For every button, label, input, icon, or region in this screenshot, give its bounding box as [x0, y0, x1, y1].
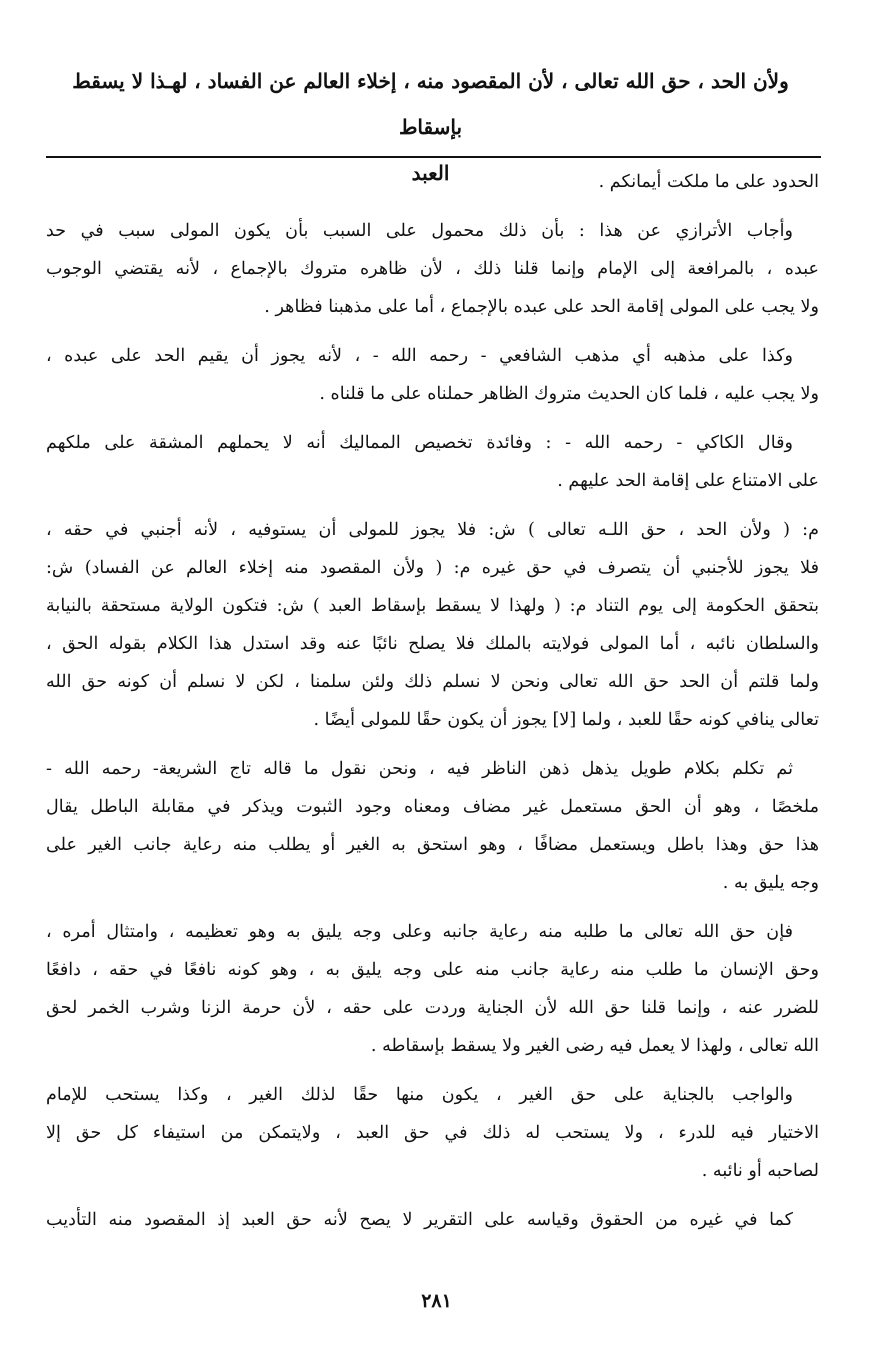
text-line: عبده ، بالمرافعة إلى الإمام وإنما قلنا ذلك ، لأن ظاهره متروك بالإجماع ، لأنه يقتضي الوجوب — [46, 259, 819, 279]
paragraph-4 — [46, 424, 819, 500]
text-line: بتحقق الحكومة إلى يوم التناد م: ( ولهذا لا يسقط بإسقاط العبد ) ش: فتكون الولاية مستحقة بالنيابة — [46, 596, 819, 616]
text-line: والسلطان نائبه ، أما المولى فولايته بالملك فلا يصلح نائبًا عنه وقد استدل هذا الكلام بقوله الحق ، — [46, 634, 819, 654]
text-line: وكذا على مذهبه أي مذهب الشافعي - رحمه الله - ، لأنه يجوز أن يقيم الحد على عبده ، — [46, 346, 793, 366]
text-line: للضرر عنه ، وإنما قلنا حق الله لأن الجناية وردت على حقه ، لأن حرمة الزنا وشرب الخمر لحق — [46, 998, 819, 1018]
text-line: ملخصًا ، وهو أن الحق مستعمل غير مضاف ومعناه وجود الثبوت ويذكر في مقابلة الباطل يقال — [46, 797, 819, 817]
text-line: والواجب بالجناية على حق الغير ، يكون منها حقًا لذلك الغير ، وكذا يستحب للإمام — [46, 1085, 793, 1105]
paragraph-3 — [46, 337, 819, 413]
text-line: وجه يليق به . — [722, 873, 819, 893]
text-line: فلا يجوز للأجنبي أن يتصرف في حق غيره م: ( ولأن المقصود منه إخلاء العالم عن الفساد) ش: — [46, 558, 819, 578]
paragraph-2 — [46, 212, 819, 326]
text-line: ولا يجب على المولى إقامة الحد على عبده بالإجماع ، أما على مذهبنا فظاهر . — [264, 297, 819, 317]
text-line: كما في غيره من الحقوق وقياسه على التقرير لا يصح لأنه حق العبد إذ المقصود منه التأديب — [46, 1210, 793, 1230]
text-line: الحدود على ما ملكت أيمانكم . — [598, 172, 819, 192]
text-line: الاختيار فيه للدرء ، ولا يستحب له ذلك في حق العبد ، ولايتمكن من استيفاء كل حق إلا — [46, 1123, 819, 1143]
text-line: ولا يجب عليه ، فلما كان الحديث متروك الظاهر حملناه على ما قلناه . — [319, 384, 819, 404]
header-line-2: العبد — [411, 161, 450, 185]
paragraph-1 — [46, 163, 819, 201]
paragraph-6 — [46, 750, 819, 902]
paragraph-5 — [46, 511, 819, 739]
text-line: م: ( ولأن الحد ، حق اللـه تعالى ) ش: فلا يجوز للمولى أن يستوفيه ، لأنه أجنبي في حقه ، — [46, 520, 819, 540]
text-line: على الامتناع على إقامة الحد عليهم . — [557, 471, 819, 491]
paragraph-9 — [46, 1201, 819, 1239]
paragraph-8 — [46, 1076, 819, 1190]
text-line: الله تعالى ، ولهذا لا يعمل فيه رضى الغير ولا يسقط بإسقاطه . — [370, 1036, 819, 1056]
text-line: لصاحبه أو نائبه . — [701, 1161, 819, 1181]
text-line: وحق الإنسان ما طلب منه رعاية جانب منه على وجه يليق به ، وهو كونه نافعًا في حقه ، دافعًا — [46, 960, 819, 980]
page-body — [46, 163, 819, 1250]
paragraph-7 — [46, 913, 819, 1065]
header-line-1: ولأن الحد ، حق الله تعالى ، لأن المقصود منه ، إخلاء العالم عن الفساد ، لهـذا لا يسقط بإسقاط — [72, 69, 789, 139]
text-line: وقال الكاكي - رحمه الله - : وفائدة تخصيص المماليك أنه لا يحملهم المشقة على ملكهم — [46, 433, 793, 453]
header-divider — [46, 156, 821, 158]
text-line: وأجاب الأترازي عن هذا : بأن ذلك محمول على السبب بأن يكون المولى سبب في حد — [46, 221, 793, 241]
text-line: ثم تكلم بكلام طويل يذهل ذهن الناظر فيه ، ونحن نقول ما قاله تاج الشريعة- رحمه الله - — [46, 759, 793, 779]
page-number: ٢٨١ — [421, 1290, 452, 1312]
text-line: هذا حق وهذا باطل ويستعمل مضافًا ، وهو استحق به الغير أو يطلب منه رعاية جانب الغير على — [46, 835, 819, 855]
text-line: ولما قلتم أن الحد حق الله تعالى ونحن لا نسلم ذلك ولئن سلمنا ، لكن لا نسلم أن كونه حق الله — [46, 672, 819, 692]
text-line: فإن حق الله تعالى ما طلبه منه رعاية جانبه وعلى وجه يليق به وهو تعظيمه ، وامتثال أمره ، — [46, 922, 793, 942]
text-line: تعالى ينافي كونه حقًا للعبد ، ولما [لا] يجوز أن يكون حقًا للمولى أيضًا . — [313, 710, 819, 730]
